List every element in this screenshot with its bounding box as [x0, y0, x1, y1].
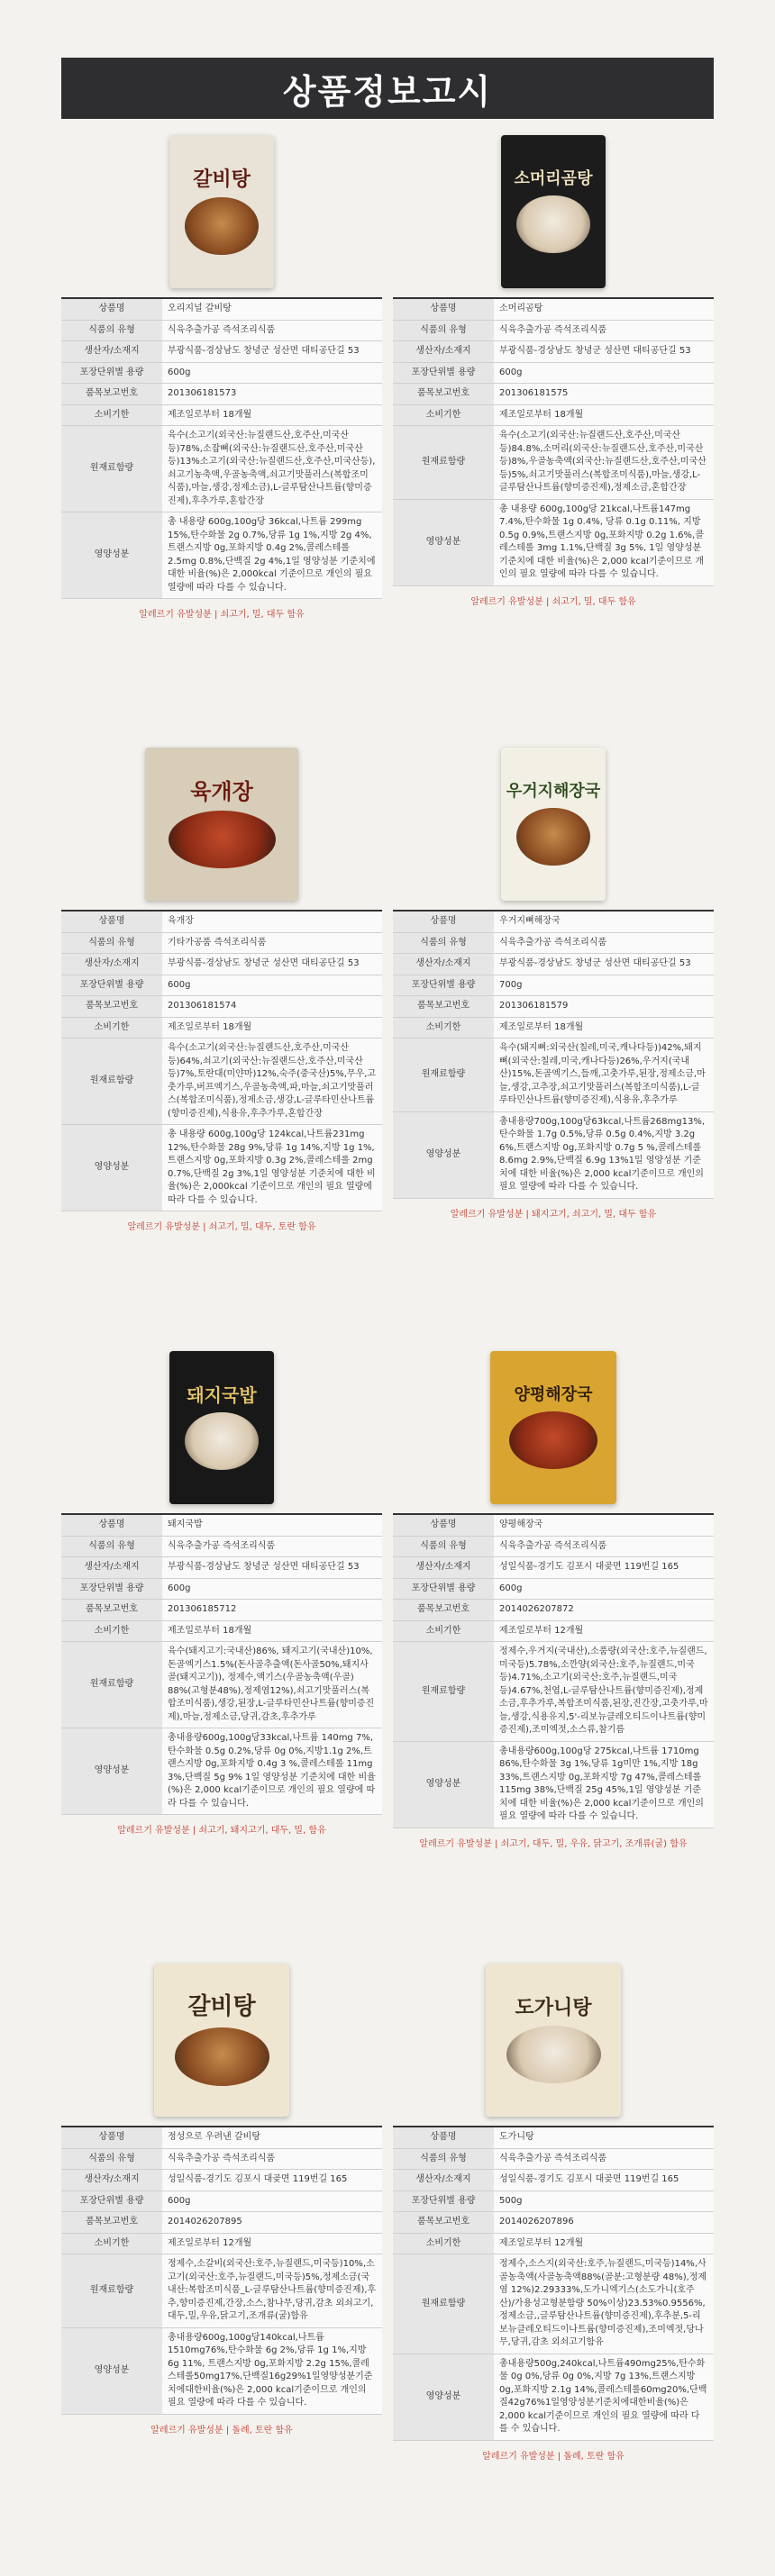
product-info-table [393, 2126, 714, 2441]
product-info-table [61, 910, 382, 1211]
label-report: 품목보고번호 [61, 2212, 162, 2234]
allergy-note: 알레르기 유발성분 | 쇠고기, 돼지고기, 대두, 밀, 함유 [117, 1826, 326, 1836]
product-info-table [61, 2126, 382, 2415]
value-nutrition: 총내용량600g,100g당 275kcal,나트륨 1710mg 86%,탄수화물 3g 1%,당류 1g미만 1%,지방 18g 33%,트랜스지방 0g,포화지방 7g 47%,콜레스테롤 115mg 38%,단백질 25g 45%,1일 영양성분 기준치에 대한 비율(%)은 2,000 kcal기준이므로 개인의 필요 열량에 따라 다를 수 있습니다. [494, 1741, 714, 1828]
bowl-image [175, 2027, 269, 2086]
product-row-3 [61, 1351, 714, 1964]
label-expiry: 소비기한 [393, 2233, 494, 2254]
value-weight: 600g [162, 2191, 382, 2212]
product-image-label: 양평해장국 [514, 1384, 593, 1404]
value-maker: 부광식품-경상남도 창녕군 성산면 대티공단길 53 [162, 954, 382, 975]
value-weight: 500g [494, 2191, 714, 2212]
value-report: 2014026207872 [494, 1600, 714, 1621]
label-name: 상품명 [393, 1514, 494, 1536]
value-nutrition: 총 내용량 600g,100g당 36kcal,나트륨 299mg 15%,탄수화물 2g 0.7%,당류 1g 1%,지방 2g 4%,트랜스지방 0g,포화지방 0.4g 2%,콜레스테롤 2.5mg 0.8%,단백질 2g 4%,1일 영양성분 기준치에 대한 비율(%)은 2,000kcal 기준이므로 개인의 필요 열량에 따라 다를 수 있습니다. [162, 512, 382, 599]
value-name: 정성으로 우려낸 갈비탕 [162, 2127, 382, 2148]
value-report: 2014026207896 [494, 2212, 714, 2234]
product-image [490, 1351, 616, 1504]
value-nutrition: 총 내용량 600g,100g당 124kcal,나트륨231mg 12%,탄수화물 28g 9%,당류 1g 14%,지방 1g 1%,트랜스지방 0g,포화지방 0.3g 2%,콜레스테롤 2mg 0.7%,단백질 2g 3%,1일 영양성분 기준치에 대한 비율(%)은 2,000kcal 기준이므로 개인의 필요 열량에 따라 다를 수 있습니다. [162, 1125, 382, 1211]
label-maker: 생산자/소재지 [61, 1557, 162, 1579]
label-expiry: 소비기한 [393, 1017, 494, 1039]
value-report: 201306181575 [494, 384, 714, 405]
allergy-note: 알레르기 유발성분 | 쇠고기, 밀, 대두 함유 [139, 610, 305, 620]
label-report: 품목보고번호 [61, 996, 162, 1018]
product-image [501, 748, 606, 901]
product-image-label: 우거지해장국 [506, 781, 601, 801]
label-type: 식품의 유형 [393, 932, 494, 954]
label-name: 상품명 [61, 2127, 162, 2148]
value-nutrition: 총내용량600g,100g당140kcal,나트륨1510mg76%,탄수화물 6g 2%,당류 1g 1%,지방6g 11%, 트랜스지방 0g,포화지방 2.2g 15%,콜레스테롤50mg17%,단백질16g29%1일영양성분기준치에대한비율(%)은 2,000 kcal기준이므로 개인의 필요 열량에 따라 다를 수 있습니다. [162, 2327, 382, 2414]
product-image [169, 135, 274, 288]
value-type: 식육추출가공 즉석조리식품 [162, 1536, 382, 1557]
value-report: 201306181573 [162, 384, 382, 405]
value-weight: 600g [494, 1578, 714, 1600]
label-weight: 포장단위별 용량 [393, 975, 494, 996]
product-info-table [393, 910, 714, 1199]
value-name: 우거지뼈해장국 [494, 911, 714, 932]
label-report: 품목보고번호 [393, 384, 494, 405]
label-report: 품목보고번호 [393, 1600, 494, 1621]
value-ingredients: 정제수,소스지(외국산:호주,뉴질랜드,미국등)14%,사골농축액(사골농축액88%(골분:고형분량 48%),정제염 12%)2.29333%,도가니엑기스(소도가니(호주산)/가용성고형분함량 50%이상)23.53%0.9556%,정제소금,,글루탐산나트륨(향미증진제),후추분,5-리보뉴클레오티드이나트륨(향미증진제),조미엑젓,당나무,당귀,감초 외쇠고기함유 [494, 2254, 714, 2354]
label-ingredients: 원재료함량 [61, 2254, 162, 2328]
label-name: 상품명 [393, 911, 494, 932]
label-report: 품목보고번호 [61, 384, 162, 405]
allergy-note: 알레르기 유발성분 | 돼지고기, 쇠고기, 밀, 대두 함유 [450, 1209, 657, 1220]
value-weight: 700g [494, 975, 714, 996]
value-ingredients: 육수(돼지고기:국내산)86%, 돼지고기(국내산)10%, 돈골엑기스1.5%(돈사골추출액(돈사골50%,돼지사골(돼지고기)), 정제수,액기스(우골농축액(우골) 88%(고형분48%),정제염12%),쇠고기맛풀러스(복합조미식품),생강,된장,L-글루타민산나트륨(향미증진제),마늘,정제소금,당귀,감초,후추가루 [162, 1642, 382, 1728]
label-expiry: 소비기한 [61, 1620, 162, 1642]
product-image-label: 갈비탕 [187, 1993, 256, 2021]
allergy-note: 알레르기 유발성분 | 돌례, 토란 함유 [150, 2425, 293, 2435]
value-maker: 성일식품-경기도 김포시 대곶면 119번길 165 [494, 2170, 714, 2191]
product-image [154, 1964, 289, 2117]
product-image-label: 도가니탕 [515, 1995, 592, 2019]
label-name: 상품명 [61, 298, 162, 320]
label-nutrition: 영양성분 [61, 512, 162, 599]
value-name: 양평해장국 [494, 1514, 714, 1536]
label-ingredients: 원재료함량 [393, 426, 494, 500]
label-name: 상품명 [61, 1514, 162, 1536]
value-type: 식육추출가공 즉석조리식품 [162, 320, 382, 341]
value-type: 기타가공품 즉석조리식품 [162, 932, 382, 954]
product-image [145, 748, 298, 901]
label-ingredients: 원재료함량 [61, 1039, 162, 1125]
value-name: 돼지국밥 [162, 1514, 382, 1536]
product-image [501, 135, 606, 288]
label-maker: 생산자/소재지 [393, 1557, 494, 1579]
value-expiry: 제조일로부터 18개월 [494, 1017, 714, 1039]
value-ingredients: 육수(소고기(외국산:뉴질랜드산,호주산,미국산등)64%,쇠고기(외국산:뉴질랜드산,호주산,미국산등)7%,토란대(미얀마)12%,숙주(중국산)5%,무우,고춧가루,버프엑기스,우골농축액,파,마늘,쇠고기맛풀러스(복합조미식품),정제소금,생강,L-글루타민산나트륨(향미증진제),식용유,후추가루,혼합간장 [162, 1039, 382, 1125]
product-info-table [393, 1513, 714, 1828]
value-type: 식육추출가공 즉석조리식품 [494, 2148, 714, 2170]
label-expiry: 소비기한 [61, 2233, 162, 2254]
label-ingredients: 원재료함량 [393, 2254, 494, 2354]
label-weight: 포장단위별 용량 [61, 362, 162, 384]
label-name: 상품명 [393, 2127, 494, 2148]
label-maker: 생산자/소재지 [61, 2170, 162, 2191]
value-maker: 부광식품-경상남도 창녕군 성산면 대티공단길 53 [162, 341, 382, 363]
product-image-label: 소머리곰탕 [514, 168, 593, 188]
label-maker: 생산자/소재지 [61, 954, 162, 975]
label-type: 식품의 유형 [61, 320, 162, 341]
product-info-table [61, 1513, 382, 1815]
product-card [393, 135, 714, 748]
label-maker: 생산자/소재지 [393, 341, 494, 363]
product-card [393, 1351, 714, 1964]
product-info-table [61, 297, 382, 599]
value-maker: 성일식품-경기도 김포시 대곶면 119번길 165 [162, 2170, 382, 2191]
product-card [61, 1964, 382, 2540]
value-name: 도가니탕 [494, 2127, 714, 2148]
value-weight: 600g [162, 1578, 382, 1600]
label-weight: 포장단위별 용량 [61, 1578, 162, 1600]
label-weight: 포장단위별 용량 [61, 975, 162, 996]
label-type: 식품의 유형 [393, 2148, 494, 2170]
label-nutrition: 영양성분 [393, 1111, 494, 1198]
product-card [61, 1351, 382, 1964]
product-row-4 [61, 1964, 714, 2540]
bowl-image [509, 1411, 597, 1470]
bowl-image [185, 197, 258, 256]
label-ingredients: 원재료함량 [393, 1642, 494, 1742]
label-report: 품목보고번호 [393, 996, 494, 1018]
product-card [61, 135, 382, 748]
bowl-image [185, 1412, 258, 1471]
label-weight: 포장단위별 용량 [393, 362, 494, 384]
label-maker: 생산자/소재지 [393, 954, 494, 975]
value-ingredients: 정제수,소갈비(외국산:호주,뉴질랜드,미국등)10%,소고기(외국산:호주,뉴질랜드,미국등)5%,정제소금(국내산:복합조미식품_L-글루탐산나트륨(향미증진제),후추,향미증진제,간장,소스,참나무,당귀,감초 외쇠고기,대두,밀,우유,닭고기,조개류(굴)함유 [162, 2254, 382, 2328]
value-report: 2014026207895 [162, 2212, 382, 2234]
bowl-image [516, 195, 589, 254]
allergy-note: 알레르기 유발성분 | 돌례, 토란 함유 [482, 2451, 625, 2462]
product-grid [61, 135, 714, 2540]
product-card [393, 748, 714, 1351]
value-weight: 600g [162, 975, 382, 996]
value-expiry: 제조일로부터 12개월 [494, 1620, 714, 1642]
label-expiry: 소비기한 [393, 1620, 494, 1642]
value-weight: 600g [494, 362, 714, 384]
value-name: 오리지널 갈비탕 [162, 298, 382, 320]
value-report: 201306185712 [162, 1600, 382, 1621]
allergy-note: 알레르기 유발성분 | 쇠고기, 밀, 대두 함유 [470, 596, 636, 607]
label-nutrition: 영양성분 [61, 1125, 162, 1211]
label-weight: 포장단위별 용량 [393, 1578, 494, 1600]
product-image-label: 돼지국밥 [187, 1383, 257, 1406]
product-row-1 [61, 135, 714, 748]
value-ingredients: 정제수,우거지(국내산),소품량(외국산:호주,뉴질랜드,미국등)5.78%,소깐양(외국산:호주,뉴질랜드,미국등)4.71%,소고기(외국산:호주,뉴질랜드,미국등)4.67%,천엽,L-글루탐산나트륨(향미증진제),정제소금,후추가루,복합조미식품,된장,진간장,고춧가루,마늘,생강,식용유지,5'-리보뉴클레오티드이나트륨(향미증진제),조미엑젓,소스류,참기름 [494, 1642, 714, 1742]
value-weight: 600g [162, 362, 382, 384]
product-card [61, 748, 382, 1351]
allergy-note: 알레르기 유발성분 | 쇠고기, 밀, 대두, 토란 함유 [127, 1222, 316, 1232]
value-report: 201306181579 [494, 996, 714, 1018]
product-image [169, 1351, 274, 1504]
value-nutrition: 총 내용량 600g,100g당 21kcal,나트륨147mg 7.4%,탄수화물 1g 0.4%, 당류 0.1g 0.11%, 지방 0.5g 0.9%,트랜스지방 0g,포화지방 0.2g 1.6%,콜레스테롤 3mg 1.1%,단백질 3g 5%, 1일 영양성분 기준치에 대한 비율(%)은 2,000 kcal기준이므로 개인의 필요 열량에 따라 다를 수 있습니다. [494, 499, 714, 585]
bowl-image [506, 2026, 601, 2084]
value-type: 식육추출가공 즉석조리식품 [494, 1536, 714, 1557]
label-type: 식품의 유형 [393, 1536, 494, 1557]
label-nutrition: 영양성분 [61, 1728, 162, 1815]
value-nutrition: 총내용량500g,240kcal,나트륨490mg25%,탄수화물 0g 0%,당류 0g 0%,지방 7g 13%,트랜스지방 0g,포화지방 2.1g 14%,콜레스테롤60mg20%,단백질42g76%1일영양성분기준치에대한비율(%)은 2,000 kcal기준이므로 개인의 필요 열량에 따라 다를 수 있습니다. [494, 2354, 714, 2440]
value-name: 육개장 [162, 911, 382, 932]
value-expiry: 제조일로부터 12개월 [162, 2233, 382, 2254]
label-nutrition: 영양성분 [393, 499, 494, 585]
page-title: 상품정보고시 [61, 58, 714, 119]
value-nutrition: 총내용량700g,100g당63kcal,나트륨268mg13%,탄수화물 1.7g 0.5%,당류 0.5g 0.4%,지방 3.2g 6%,트랜스지방 0g,포화지방 0.7g 5 %,콜레스테롤 8.6mg 2.9%,단백질 6.9g 13%1일 영양성분 기준치에 대한 비율(%)은 2,000 kcal기준이므로 개인의 필요 열량에 따라 다를 수 있습니다. [494, 1111, 714, 1198]
label-nutrition: 영양성분 [61, 2327, 162, 2414]
label-expiry: 소비기한 [393, 404, 494, 426]
label-type: 식품의 유형 [61, 932, 162, 954]
value-maker: 부광식품-경상남도 창녕군 성산면 대티공단길 53 [494, 341, 714, 363]
value-ingredients: 육수(소고기(외국산:뉴질랜드산,호주산,미국산등)78%,소잡뼈(외국산:뉴질랜드산,호주산,미국산등)13%소고기(외국산:뉴질랜드산,호주산,미국산등),쇠고기농축액,우골농축액,쇠고기맛풀러스(복합조미식품),마늘,생강,정제소금),L-글루탐산나트륨(향미증진제),후추가루,혼합간장 [162, 426, 382, 512]
product-card [393, 1964, 714, 2540]
value-name: 소머리곰탕 [494, 298, 714, 320]
bowl-image [516, 808, 589, 866]
label-maker: 생산자/소재지 [61, 341, 162, 363]
label-type: 식품의 유형 [61, 1536, 162, 1557]
product-info-table [393, 297, 714, 586]
value-maker: 부광식품-경상남도 창녕군 성산면 대티공단길 53 [494, 954, 714, 975]
label-report: 품목보고번호 [61, 1600, 162, 1621]
value-ingredients: 육수(소고기(외국산:뉴질랜드산,호주산,미국산등)84.8%,소머리(외국산:뉴질랜드산,호주산,미국산등)8%,우골농축액(외국산:뉴질랜드산,호주산,미국산등)5%,쇠고기맛풀러스(복합조미식품),마늘,생강,L-글루탐산나트륨(향미증진제),정제소금,혼합간장 [494, 426, 714, 500]
label-expiry: 소비기한 [61, 1017, 162, 1039]
label-name: 상품명 [61, 911, 162, 932]
value-expiry: 제조일로부터 18개월 [162, 1017, 382, 1039]
value-ingredients: 육수(돼지뼈:외국산(칠레,미국,캐나다등))42%,돼지뼈(외국산:칠레,미국,캐나다등)26%,우거지(국내산)15%,돈골엑기스,들깨,고춧가루,된장,정제소금,마늘,생강,고추장,쇠고기맛풀러스(복합조미식품),L-글루타민산나트륨(향미증진제),식용유,후추가루 [494, 1039, 714, 1112]
label-expiry: 소비기한 [61, 404, 162, 426]
value-expiry: 제조일로부터 18개월 [162, 404, 382, 426]
value-report: 201306181574 [162, 996, 382, 1018]
value-expiry: 제조일로부터 18개월 [494, 404, 714, 426]
value-type: 식육추출가공 즉석조리식품 [494, 932, 714, 954]
label-maker: 생산자/소재지 [393, 2170, 494, 2191]
product-image-label: 갈비탕 [193, 167, 251, 191]
value-type: 식육추출가공 즉석조리식품 [494, 320, 714, 341]
value-maker: 성일식품-경기도 김포시 대곶면 119번길 165 [494, 1557, 714, 1579]
label-weight: 포장단위별 용량 [61, 2191, 162, 2212]
label-ingredients: 원재료함량 [393, 1039, 494, 1112]
value-expiry: 제조일로부터 12개월 [494, 2233, 714, 2254]
product-row-2 [61, 748, 714, 1351]
label-ingredients: 원재료함량 [61, 426, 162, 512]
product-image-label: 육개장 [190, 777, 253, 804]
value-maker: 부광식품-경상남도 창녕군 성산면 대티공단길 53 [162, 1557, 382, 1579]
label-name: 상품명 [393, 298, 494, 320]
product-image [486, 1964, 621, 2117]
bowl-image [169, 811, 276, 869]
label-weight: 포장단위별 용량 [393, 2191, 494, 2212]
label-type: 식품의 유형 [393, 320, 494, 341]
label-nutrition: 영양성분 [393, 1741, 494, 1828]
label-nutrition: 영양성분 [393, 2354, 494, 2440]
label-report: 품목보고번호 [393, 2212, 494, 2234]
label-ingredients: 원재료함량 [61, 1642, 162, 1728]
value-nutrition: 총내용량600g,100g당33kcal,나트륨 140mg 7%,탄수화물 0.5g 0.2%,당류 0g 0%,지방1.1g 2%,트랜스지방 0g,포화지방 0.4g 3 %,콜레스테롤 11mg 3%,단백질 5g 9% 1일 영양성분 기준치에 대한 비율(%)은 2,000 kcal기준이므로 개인의 필요 열량에 따라 다를 수 있습니다. [162, 1728, 382, 1815]
label-type: 식품의 유형 [61, 2148, 162, 2170]
value-type: 식육추출가공 즉석조리식품 [162, 2148, 382, 2170]
allergy-note: 알레르기 유발성분 | 쇠고기, 대두, 밀, 우유, 닭고기, 조개류(굴) 함유 [419, 1838, 688, 1849]
value-expiry: 제조일로부터 18개월 [162, 1620, 382, 1642]
